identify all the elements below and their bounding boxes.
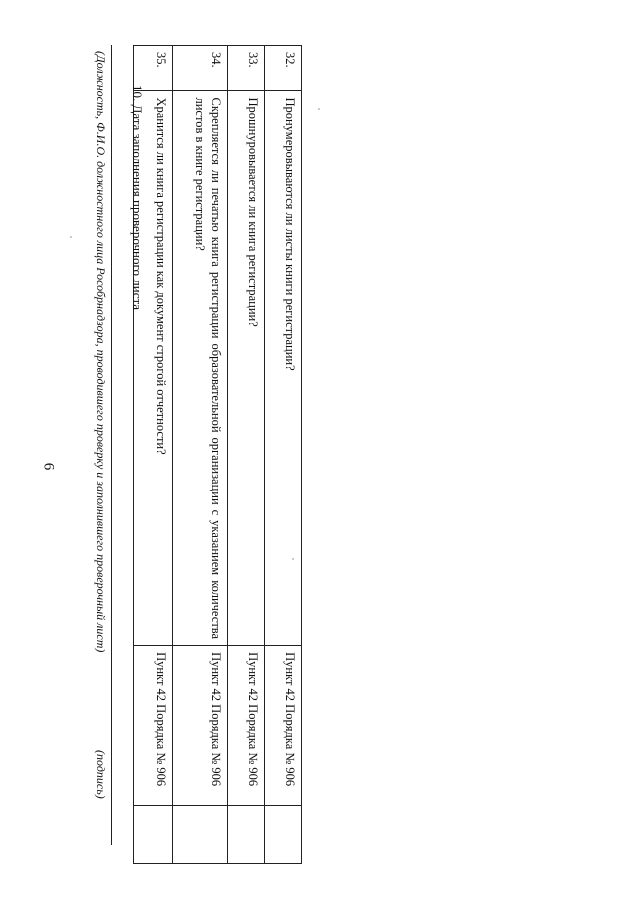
row-question: Хранится ли книга регистрации как документ строгой отчетности? bbox=[134, 91, 173, 646]
checklist-table bbox=[133, 45, 302, 864]
row-empty-cell bbox=[228, 805, 265, 863]
page-number: 6 bbox=[40, 462, 57, 471]
row-number: 35. bbox=[134, 46, 173, 91]
row-number: 33. bbox=[228, 46, 265, 91]
row-question: Пронумеровываются ли листы книги регистрации? bbox=[265, 91, 302, 646]
signature-rule bbox=[111, 45, 112, 845]
row-reference: Пункт 42 Порядка № 906 bbox=[228, 646, 265, 806]
row-question: Скрепляется ли печатью книга регистрации образовательной организации с указанием количества листов в книге регистрации? bbox=[173, 91, 228, 646]
row-empty-cell bbox=[265, 805, 302, 863]
row-empty-cell bbox=[173, 805, 228, 863]
table-row bbox=[228, 46, 265, 864]
row-reference: Пункт 42 Порядка № 906 bbox=[265, 646, 302, 806]
row-empty-cell bbox=[134, 805, 173, 863]
row-number: 34. bbox=[173, 46, 228, 91]
table-row bbox=[265, 46, 302, 864]
row-reference: Пункт 42 Порядка № 906 bbox=[173, 646, 228, 806]
fill-date-line bbox=[129, 85, 146, 410]
scan-speck bbox=[292, 558, 294, 560]
row-reference: Пункт 42 Порядка № 906 bbox=[134, 646, 173, 806]
fill-date-blank bbox=[133, 314, 146, 410]
signature-caption: (подпись) bbox=[94, 750, 108, 799]
row-number: 32. bbox=[265, 46, 302, 91]
inspector-caption: (Должность, Ф.И.О. должностного лица Рособрнадзора, проводившего проверку и заполнившего проверочный лист) bbox=[94, 51, 108, 653]
fill-date-label: 10. Дата заполнения проверочного листа bbox=[130, 85, 145, 311]
rotated-page-content bbox=[0, 45, 302, 895]
table-row bbox=[173, 46, 228, 864]
scan-speck bbox=[318, 108, 320, 110]
row-question: Прошнуровывается ли книга регистрации? bbox=[228, 91, 265, 646]
scan-speck bbox=[70, 236, 72, 238]
